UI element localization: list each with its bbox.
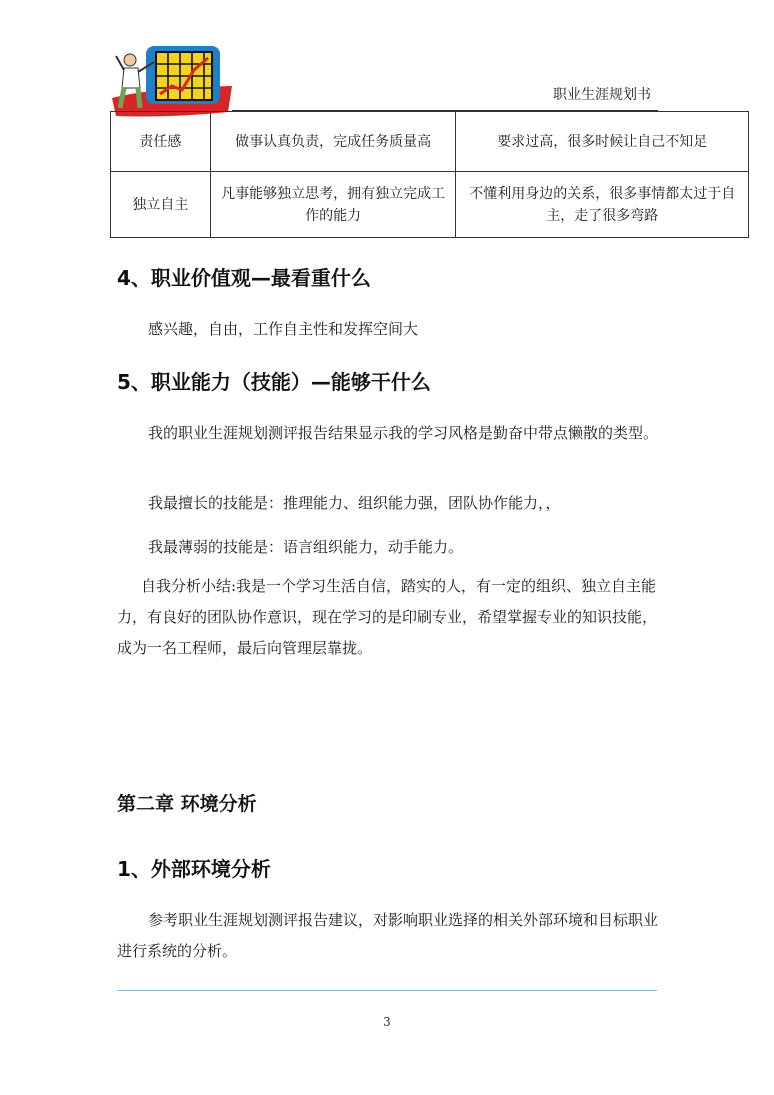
external-heading: 1、外部环境分析 (117, 857, 271, 881)
ability-paragraph: 我的职业生涯规划测评报告结果显示我的学习风格是勤奋中带点懒散的类型。 (148, 424, 659, 442)
trait-cell: 独立自主 (111, 172, 211, 238)
weakness-cell: 要求过高，很多时候让自己不知足 (456, 112, 749, 172)
header-title: 职业生涯规划书 (553, 87, 651, 103)
values-text: 感兴趣，自由，工作自主性和发挥空间大 (148, 320, 419, 338)
external-text: 参考职业生涯规划测评报告建议，对影响职业选择的相关外部环境和目标职业进行系统的分析。 (117, 911, 659, 960)
traits-table (110, 111, 749, 238)
table-row (111, 112, 749, 172)
best-skills-text: 我最擅长的技能是：推理能力、组织能力强，团队协作能力，， (148, 494, 561, 512)
trait-cell: 责任感 (111, 112, 211, 172)
footer-rule (117, 990, 657, 991)
values-heading: 4、职业价值观—最看重什么 (117, 266, 371, 290)
strength-cell: 凡事能够独立思考，拥有独立完成工作的能力 (210, 172, 456, 238)
ability-heading: 5、职业能力（技能）—能够干什么 (117, 370, 431, 394)
chapter-heading: 第二章 环境分析 (117, 793, 257, 815)
weak-skills-text: 我最薄弱的技能是：语言组织能力，动手能力。 (148, 538, 464, 556)
strength-cell: 做事认真负责，完成任务质量高 (210, 112, 456, 172)
planner-with-chart-board-icon (110, 40, 232, 120)
self-analysis-summary: 自我分析小结:我是一个学习生活自信，踏实的人，有一定的组织、独立自主能力，有良好的团队协作意识，现在学习的是印刷专业，希望掌握专业的知识技能，成为一名工程师，最后向管理层靠拢。 (117, 577, 658, 657)
table-row (111, 172, 749, 238)
page-number: 3 (383, 1015, 391, 1029)
weakness-cell: 不懂利用身边的关系，很多事情都太过于自主，走了很多弯路 (456, 172, 749, 238)
